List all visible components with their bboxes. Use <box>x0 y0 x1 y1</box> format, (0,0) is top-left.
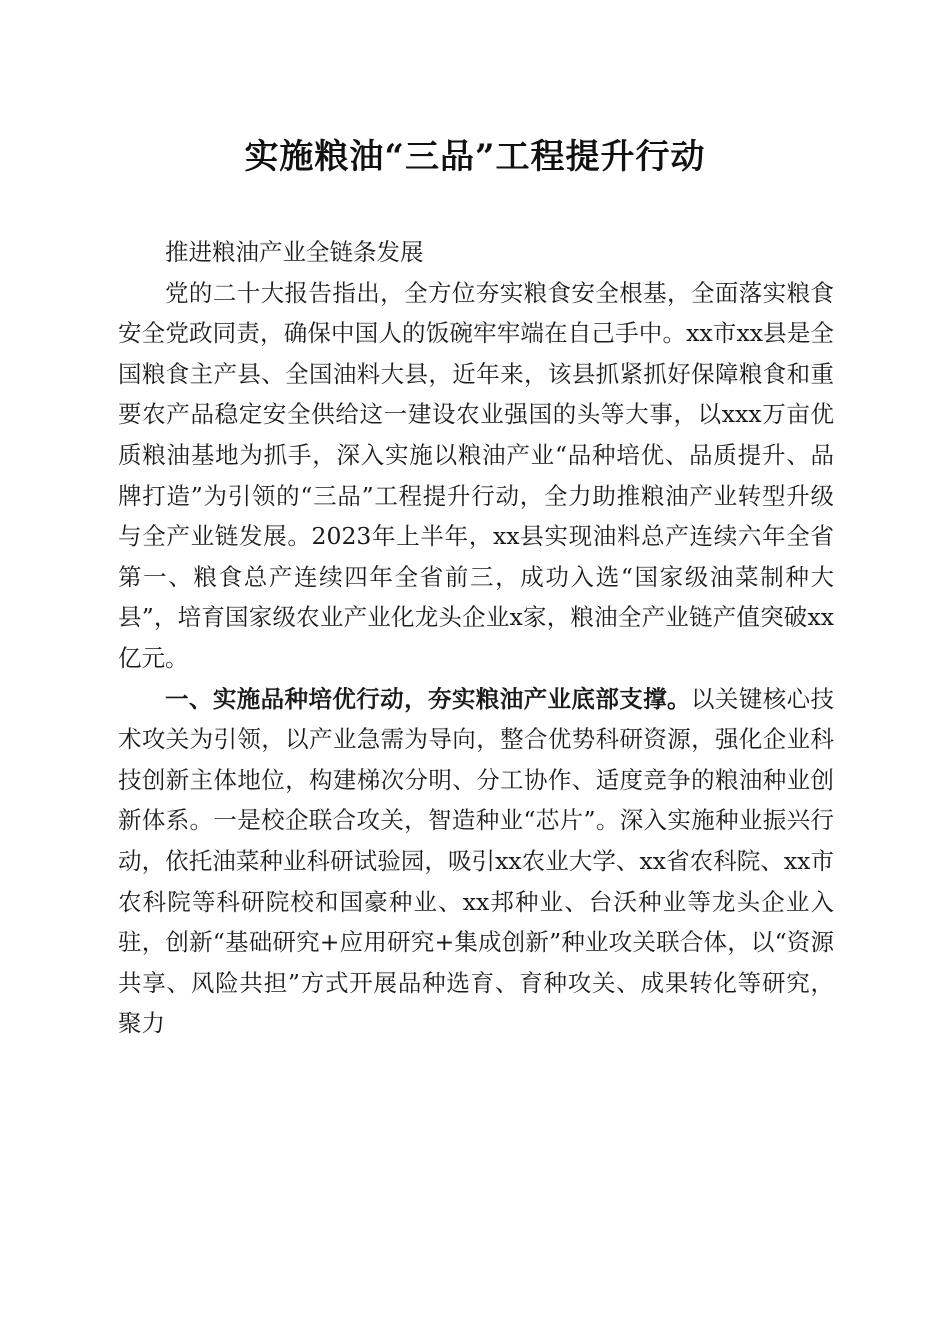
document-title: 实施粮油“三品”工程提升行动 <box>244 137 706 177</box>
section-heading: 一、实施品种培优行动，夯实粮油产业底部支撑。 <box>165 684 691 713</box>
paragraph: 党的二十大报告指出，全方位夯实粮食安全根基，全面落实粮食安全党政同责，确保中国人的饭碗牢牢端在自己手中。xx市xx县是全国粮食主产县、全国油料大县，近年来，该县抓紧抓好保障粮食和重要农产品稳定安全供给这一建设农业强国的头等大事，以xxx万亩优质粮油基地为抓手，深入实施以粮油产业“品种培优、品质提升、品牌打造”为引领的“三品”工程提升行动，全力助推粮油产业转型升级与全产业链发展。2023年上半年，xx县实现油料总产连续六年全省第一、粮食总产连续四年全省前三，成功入选“国家级油菜制种大县”，培育国家级农业产业化龙头企业x家，粮油全产业链产值突破xx亿元。 <box>118 278 834 672</box>
section-paragraph <box>118 679 834 1044</box>
document-subtitle: 推进粮油产业全链条发展 <box>165 238 424 266</box>
document-body <box>118 232 834 1044</box>
section-body: 以关键核心技术攻关为引领，以产业急需为导向，整合优势科研资源，强化企业科技创新主体地位，构建梯次分明、分工协作、适度竞争的粮油种业创新体系。一是校企联合攻关，智造种业“芯片”。深入实施种业振兴行动，依托油菜种业科研试验园，吸引xx农业大学、xx省农科院、xx市农科院等科研院校和国豪种业、xx邦种业、台沃种业等龙头企业入驻，创新“基础研究+应用研究+集成创新”种业攻关联合体，以“资源共享、风险共担”方式开展品种选育、育种攻关、成果转化等研究，聚力 <box>118 684 835 1038</box>
